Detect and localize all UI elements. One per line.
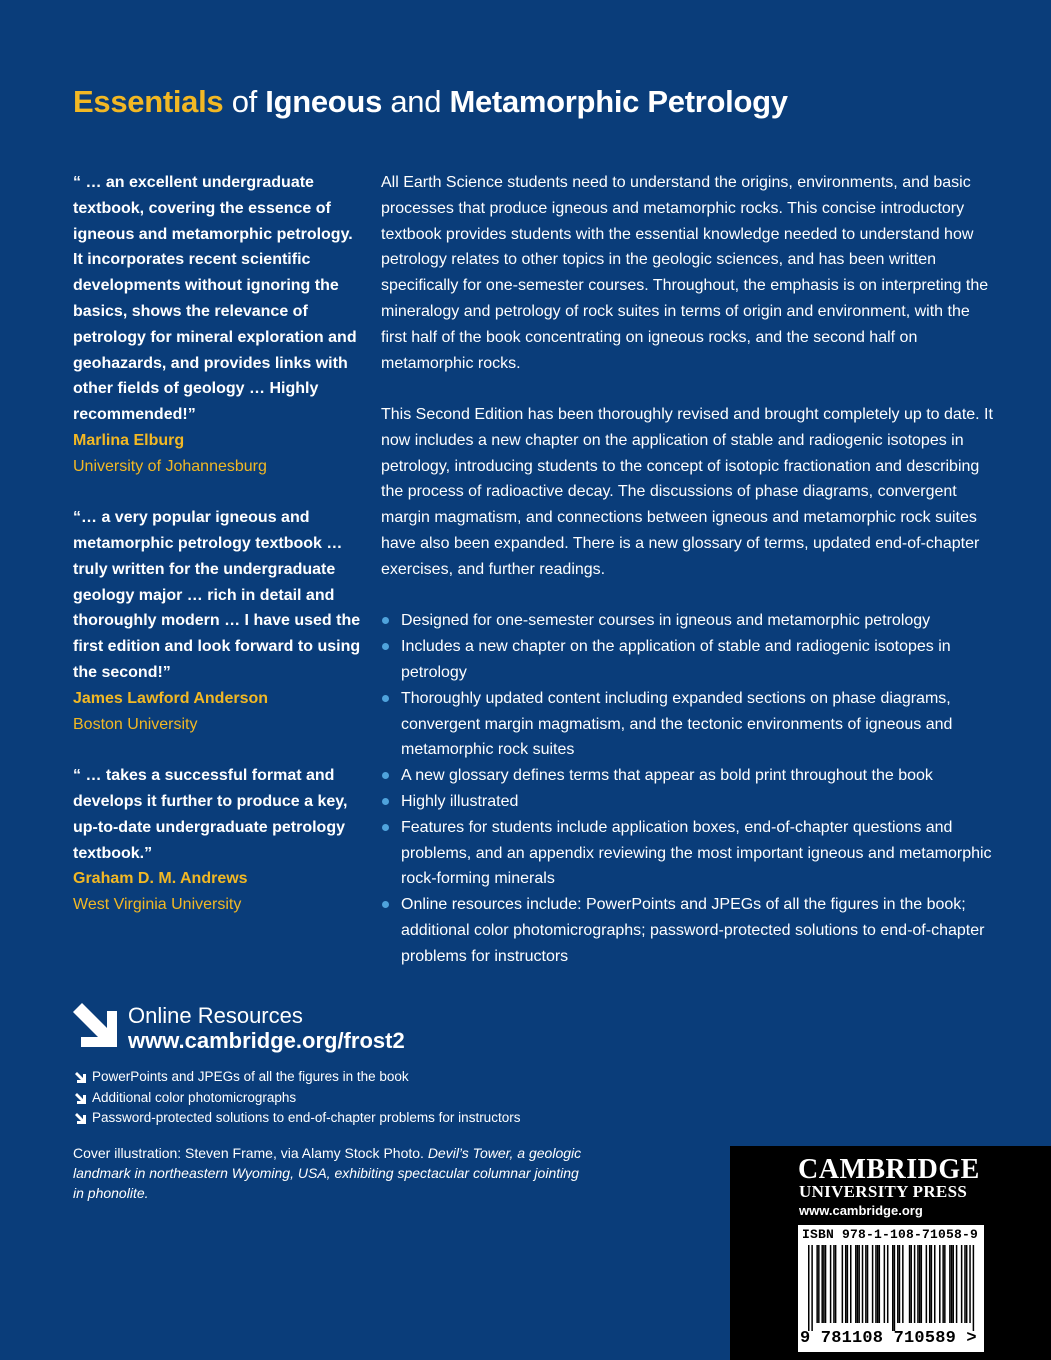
resource-item: [73, 1088, 520, 1109]
isbn-barcode: [798, 1225, 984, 1352]
barcode-bar: [862, 1245, 864, 1323]
arrow-down-right-icon: [75, 1093, 86, 1104]
online-resources-heading: Online Resources: [128, 1003, 303, 1028]
barcode-bar: [872, 1245, 874, 1323]
barcode-bar: [855, 1245, 857, 1323]
barcode-bar: [919, 1245, 921, 1323]
barcode-bar: [956, 1245, 958, 1323]
barcode-bar: [969, 1245, 971, 1323]
barcode-bar: [961, 1245, 963, 1323]
barcode-bar: [964, 1245, 966, 1323]
cover-credit-text: Cover illustration: Steven Frame, via Alamy Stock Photo.: [73, 1145, 428, 1161]
isbn-number: ISBN 978-1-108-71058-9: [802, 1227, 979, 1242]
book-title: [73, 84, 788, 120]
barcode-bars: [808, 1245, 976, 1331]
barcode-bar: [949, 1245, 951, 1323]
resource-item: [73, 1108, 520, 1129]
publisher-url[interactable]: www.cambridge.org: [799, 1203, 923, 1218]
endorser-name: Graham D. M. Andrews: [73, 870, 248, 888]
barcode-bar: [825, 1245, 827, 1323]
barcode-bar: [818, 1245, 820, 1323]
endorsement: [73, 763, 363, 918]
title-metamorphic-petrology: Metamorphic Petrology: [449, 84, 788, 119]
barcode-bar: [899, 1245, 901, 1323]
title-essentials: Essentials: [73, 84, 224, 119]
barcode-bar: [823, 1245, 825, 1323]
description-paragraph: All Earth Science students need to understand the origins, environments, and basic processes that produce igneous and metamorphic rocks. This concise introductory textbook provides students with the essential knowledge needed to understand how petrology relates to other topics in the geologic sciences, and has been written specifically for one-semester courses. Throughout, the emphasis is on interpreting the mineralogy and petrology of rock suites in terms of origin and environment, with the first half of the book concentrating on igneous rocks, and the second half on metamorphic rocks.: [381, 174, 989, 372]
barcode-bar: [926, 1245, 928, 1323]
feature-item: [381, 892, 996, 969]
bullet-icon: [382, 695, 389, 702]
barcode-bar: [858, 1245, 860, 1323]
barcode-bar: [894, 1245, 896, 1331]
barcode-bar: [931, 1245, 933, 1323]
resource-item: [73, 1067, 520, 1088]
barcode-bar: [850, 1245, 852, 1323]
online-resources-list: [73, 1067, 520, 1129]
description-paragraph: This Second Edition has been thoroughly revised and brought completely up to date. It now includes a new chapter on the application of stable and radiogenic isotopes in petrology, introducing students to the concept of isotopic fractionation and describing the process of radioactive decay. The discussions of phase diagrams, convergent margin magmatism, and connections between igneous and metamorphic rock suites have also been expanded. There is a new glossary of terms, updated end-of-chapter exercises, and further readings.: [381, 406, 993, 578]
feature-text: Highly illustrated: [401, 792, 519, 810]
barcode-bar: [944, 1245, 946, 1323]
barcode-bar: [921, 1245, 923, 1323]
arrow-down-right-icon: [75, 1113, 86, 1124]
barcode-bar: [821, 1245, 823, 1323]
feature-text: A new glossary defines terms that appear as bold print throughout the book: [401, 767, 933, 785]
arrow-down-right-icon: [75, 1072, 86, 1083]
feature-item: [381, 608, 996, 634]
barcode-bar: [914, 1245, 916, 1323]
barcode-bar: [929, 1245, 931, 1323]
cover-credit: [73, 1143, 593, 1203]
barcode-bar: [973, 1245, 975, 1331]
barcode-bar: [917, 1245, 919, 1323]
barcode-bar: [865, 1245, 867, 1323]
barcode-bar: [897, 1245, 899, 1323]
title-igneous: Igneous: [265, 84, 383, 119]
endorser-name: Marlina Elburg: [73, 431, 185, 449]
barcode-bar: [884, 1245, 886, 1323]
barcode-bar: [830, 1245, 832, 1323]
endorser-institution: West Virginia University: [73, 896, 242, 914]
feature-text: Includes a new chapter on the application of stable and radiogenic isotopes in petrology: [401, 638, 951, 681]
endorsement-text: “ … an excellent undergraduate textbook, covering the essence of igneous and metamorphic petrology. It incorporates recent scientific developments without ignoring the basics, shows the relevance of petrology for mineral exploration and geohazards, and provides links with other fields of geology … Highly recommended!”: [73, 174, 357, 424]
feature-text: Features for students include application boxes, end-of-chapter questions and problems, and an appendix reviewing the most important igneous and metamorphic rock-forming minerals: [401, 818, 992, 888]
barcode-number: 9 781108 710589 >: [800, 1329, 977, 1348]
barcode-bar: [811, 1245, 813, 1331]
barcode-bar: [951, 1245, 953, 1323]
resource-text: Password-protected solutions to end-of-chapter problems for instructors: [92, 1110, 521, 1125]
barcode-bar: [939, 1245, 941, 1323]
publisher-subtitle: UNIVERSITY PRESS: [799, 1182, 968, 1201]
publisher-block: [730, 1146, 1051, 1360]
feature-item: [381, 634, 996, 686]
endorsement-text: “ … takes a successful format and develops it further to produce a key, up-to-date undergraduate petrology textbook.”: [73, 767, 348, 862]
barcode-bar: [816, 1245, 818, 1323]
bullet-icon: [382, 772, 389, 779]
bullet-icon: [382, 643, 389, 650]
feature-text: Designed for one-semester courses in igneous and metamorphic petrology: [401, 612, 931, 630]
endorsement: [73, 505, 363, 737]
barcode-bar: [808, 1245, 810, 1331]
barcode-bar: [857, 1245, 859, 1323]
barcode-bar: [910, 1245, 912, 1323]
publisher-name: CAMBRIDGE: [798, 1154, 980, 1185]
endorsement: [73, 170, 363, 480]
online-resources-url[interactable]: www.cambridge.org/frost2: [128, 1028, 405, 1053]
endorser-institution: University of Johannesburg: [73, 457, 267, 475]
barcode-bar: [887, 1245, 889, 1323]
barcode-bar: [879, 1245, 881, 1323]
barcode-bar: [845, 1245, 847, 1323]
endorser-name: James Lawford Anderson: [73, 689, 269, 707]
bullet-icon: [382, 824, 389, 831]
title-and: and: [382, 84, 450, 119]
barcode-bar: [833, 1245, 835, 1323]
barcode-bar: [867, 1245, 869, 1323]
barcode-bar: [877, 1245, 879, 1323]
barcode-bar: [942, 1245, 944, 1323]
barcode-bar: [952, 1245, 954, 1323]
barcode-bar: [934, 1245, 936, 1323]
arrow-down-right-icon: [73, 1003, 117, 1047]
endorsements: [73, 170, 363, 944]
book-description: [381, 170, 996, 969]
feature-item: [381, 763, 996, 789]
barcode-bar: [892, 1245, 894, 1331]
bullet-icon: [382, 798, 389, 805]
bullet-icon: [382, 901, 389, 908]
barcode-bar: [909, 1245, 911, 1323]
bullet-icon: [382, 617, 389, 624]
barcode-bar: [966, 1245, 968, 1323]
feature-item: [381, 789, 996, 815]
barcode-bar: [902, 1245, 904, 1323]
barcode-bar: [847, 1245, 849, 1323]
resource-text: PowerPoints and JPEGs of all the figures in the book: [92, 1069, 409, 1084]
feature-list: [381, 608, 996, 969]
barcode-bar: [835, 1245, 837, 1323]
resource-text: Additional color photomicrographs: [92, 1089, 297, 1105]
feature-text: Online resources include: PowerPoints and JPEGs of all the figures in the book; additional color photomicrographs; password-protected solutions to end-of-chapter problems for instructors: [401, 896, 985, 965]
title-of: of: [223, 84, 266, 119]
barcode-bar: [842, 1245, 844, 1323]
feature-item: [381, 686, 996, 763]
cover-credit-caption: Devil’s Tower, a geologic landmark in northeastern Wyoming, USA, exhibiting spectacular columnar jointing in phonolite.: [73, 1145, 582, 1201]
feature-item: [381, 815, 996, 892]
feature-text: Thoroughly updated content including expanded sections on phase diagrams, convergent margin magmatism, and the tectonic environments of igneous and metamorphic rock suites: [401, 689, 953, 759]
endorser-institution: Boston University: [73, 715, 198, 733]
barcode-bar: [875, 1245, 877, 1323]
endorsement-text: “… a very popular igneous and metamorphic petrology textbook … truly written for the undergraduate geology major … rich in detail and thoroughly modern … I have used the first edition and look forward to using the second!”: [73, 509, 361, 682]
